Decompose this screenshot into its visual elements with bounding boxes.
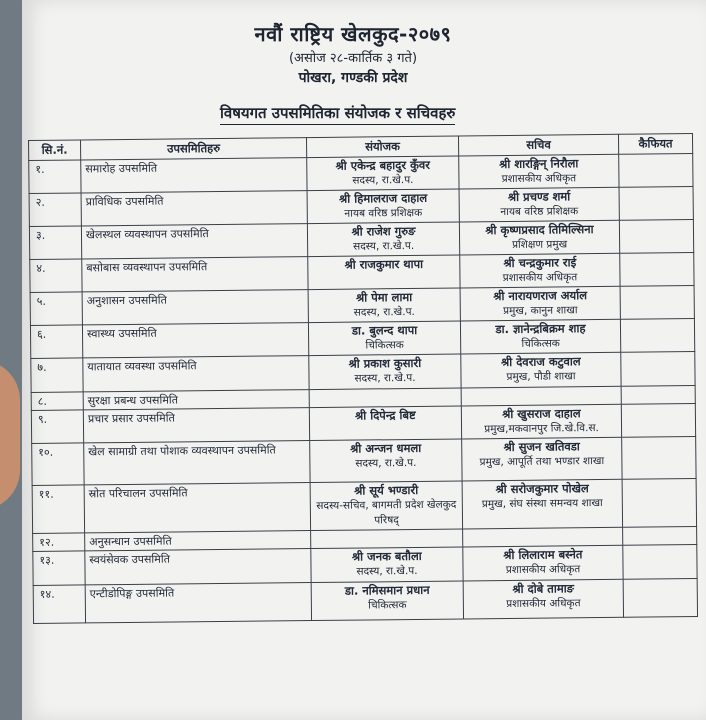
secretary-title: नायब वरिष्ठ प्रशिक्षक: [500, 205, 579, 219]
committee-name: खेल सामाग्री तथा पोशाक व्यवस्थापन उपसमिति: [88, 443, 276, 459]
secretary-name: श्री सुजन खतिवडा: [503, 439, 580, 455]
cell-coordinator: [307, 189, 459, 224]
coordinator-name: [315, 531, 458, 532]
cell-sn: [33, 585, 85, 624]
coordinator-title: नायब वरिष्ठ प्रशिक्षक: [344, 206, 423, 220]
cell-secretary: [463, 545, 623, 581]
cell-committee: [82, 257, 308, 292]
cell-secretary: [460, 319, 620, 354]
committee-name: एन्टीडोपिङ्ग उपसमिति: [89, 586, 175, 601]
cell-secretary: [462, 479, 622, 529]
cell-remarks: [623, 579, 697, 618]
coordinator-name: श्री दिपेन्द्र बिष्ट: [354, 407, 416, 423]
coordinator-title: सदस्य, रा.खे.प.: [355, 456, 417, 470]
cell-committee: [81, 191, 307, 226]
committee-name: समारोह उपसमिति: [85, 161, 158, 176]
cell-remarks: [622, 479, 696, 528]
secretary-name: श्री देवराज कटुवाल: [500, 354, 581, 370]
secretary-title: [467, 529, 618, 531]
cell-remarks: [620, 253, 694, 287]
secretary-title: [466, 388, 617, 390]
cell-committee: [84, 483, 310, 533]
coordinator-title: [314, 390, 457, 391]
cell-coordinator: [310, 481, 462, 531]
holding-finger: [0, 360, 20, 510]
cell-remarks: [621, 404, 695, 438]
cell-remarks: [620, 286, 694, 320]
committee-name: स्वयंसेवक उपसमिति: [89, 552, 170, 567]
cell-sn: [29, 226, 81, 260]
committee-name: सुरक्षा प्रबन्ध उपसमिति: [87, 393, 179, 408]
serial-number: १३.: [39, 553, 55, 567]
cell-remarks: [623, 527, 697, 546]
coordinator-name: डा. बुलन्द थापा: [351, 322, 418, 338]
cell-sn: [32, 443, 84, 486]
secretary-title: प्रमुख, संघ संस्था समन्वय शाखा: [481, 497, 603, 511]
cell-coordinator: [311, 529, 463, 549]
cell-secretary: [460, 253, 620, 288]
serial-number: ५.: [36, 294, 46, 308]
coordinator-title: सदस्य, रा.खे.प.: [353, 305, 415, 319]
coordinator-name: श्री राजकुमार थापा: [344, 256, 424, 272]
coordinator-title: चिकित्सक: [365, 339, 404, 352]
cell-committee: [83, 408, 309, 443]
serial-number: २.: [35, 195, 45, 209]
secretary-title: प्रमुख, आपूर्ति तथा भण्डार शाखा: [479, 454, 605, 469]
cell-coordinator: [308, 255, 460, 290]
cell-coordinator: [308, 321, 460, 356]
secretary-name: श्री प्रचण्ड शर्मा: [507, 189, 571, 204]
committee-name: अनुसन्धान उपसमिति: [89, 534, 172, 549]
committee-name: अनुशासन उपसमिति: [86, 293, 167, 308]
cell-remarks: [622, 437, 696, 480]
serial-number: ४.: [36, 261, 46, 275]
cell-sn: [30, 292, 82, 326]
secretary-name: [466, 388, 617, 390]
cell-secretary: [459, 187, 619, 222]
event-dates: (असोज २८-कार्तिक ३ गते): [288, 51, 418, 66]
secretary-title: प्रशासकीय अधिकृत: [505, 563, 581, 577]
coordinator-name: श्री अन्जन धमला: [350, 440, 422, 456]
committee-name: बसोबास व्यवस्थापन उपसमिति: [86, 260, 208, 275]
coordinator-name: श्री सूर्य भण्डारी: [354, 482, 419, 498]
secretary-name: श्री दोबे तामाङ: [512, 581, 575, 596]
cell-remarks: [619, 187, 693, 221]
cell-coordinator: [307, 156, 459, 191]
secretary-name: श्री नारायणराज अर्याल: [493, 288, 588, 304]
table-row: [33, 579, 697, 624]
serial-number: ११.: [38, 487, 54, 501]
header-committee: उपसमितिहरु: [81, 138, 307, 160]
header-secretary: सचिव: [458, 134, 618, 156]
cell-sn: [30, 259, 82, 293]
coordinator-name: श्री जनक बतौला: [351, 548, 422, 564]
cell-secretary: [460, 286, 620, 321]
cell-committee: [81, 224, 307, 259]
cell-sn: [31, 392, 83, 411]
table-row: [32, 479, 696, 534]
cell-secretary: [461, 352, 621, 388]
serial-number: १२.: [39, 535, 55, 549]
coordinator-title: सदस्य, रा.खे.प.: [354, 371, 416, 385]
cell-coordinator: [309, 354, 461, 390]
event-place: पोखरा, गण्डकी प्रदेश: [298, 70, 408, 86]
serial-number: ६.: [36, 327, 47, 341]
cell-coordinator: [307, 222, 459, 257]
serial-number: ७.: [37, 360, 47, 374]
cell-committee: [82, 290, 308, 325]
coordinator-name: [314, 390, 457, 391]
cell-secretary: [459, 220, 619, 255]
cell-remarks: [619, 154, 693, 188]
secretary-title: प्रमुख, पौडी शाखा: [506, 370, 576, 384]
serial-number: १.: [35, 162, 45, 176]
cell-sn: [33, 533, 85, 552]
secretary-title: प्रशासकीय अधिकृत: [502, 271, 578, 285]
cell-secretary: [462, 437, 622, 481]
committee-name: प्रचार प्रसार उपसमिति: [87, 411, 175, 426]
cell-secretary: [459, 154, 619, 189]
secretary-name: श्री खुसराज दाहाल: [502, 406, 581, 422]
coordinator-title: चिकित्सक: [368, 599, 407, 612]
cell-committee: [83, 390, 309, 410]
coordinator-name: श्री पेमा लामा: [356, 289, 413, 305]
secretary-name: [467, 529, 618, 531]
cell-committee: [84, 441, 310, 485]
cell-coordinator: [309, 388, 461, 408]
table-row: [32, 437, 696, 486]
cell-committee: [85, 531, 311, 551]
coordinator-name: श्री प्रकाश कुसारी: [348, 355, 422, 371]
cell-secretary: [463, 579, 623, 619]
cell-sn: [31, 410, 83, 444]
header-sn: सि.नं.: [29, 140, 81, 161]
cell-coordinator: [308, 288, 460, 323]
cell-committee: [81, 158, 307, 193]
cell-sn: [30, 325, 82, 359]
header-coordinator: संयोजक: [306, 136, 458, 158]
cell-committee: [83, 356, 309, 392]
cell-remarks: [623, 545, 697, 580]
coordinator-title: सदस्य, रा.खे.प.: [353, 239, 415, 253]
cell-sn: [33, 551, 85, 586]
coordinator-title: सदस्य, रा.खे.प.: [352, 173, 414, 187]
secretary-name: श्री शारङ्गिन् निरौला: [499, 156, 579, 172]
cell-sn: [32, 485, 84, 534]
committee-name: स्वास्थ्य उपसमिति: [86, 326, 157, 341]
cell-remarks: [621, 352, 695, 387]
serial-number: ८.: [37, 394, 48, 408]
coordinator-title: सदस्य, रा.खे.प.: [356, 564, 418, 578]
cell-coordinator: [310, 439, 462, 483]
cell-committee: [85, 549, 311, 585]
serial-number: ९.: [37, 412, 48, 426]
document-title: नवौं राष्ट्रिय खेलकुद-२०७९: [254, 22, 452, 46]
cell-secretary: [461, 404, 621, 439]
cell-coordinator: [311, 547, 463, 583]
committee-name: खेलस्थल व्यवस्थापन उपसमिति: [85, 227, 209, 242]
committee-name: यातायात व्यवस्था उपसमिति: [87, 359, 197, 374]
secretary-name: श्री सरोजकुमार पोखेल: [495, 481, 589, 497]
cell-sn: [29, 193, 81, 227]
committee-table: [28, 133, 698, 624]
cell-remarks: [619, 220, 693, 254]
cell-coordinator: [311, 581, 463, 621]
committee-name: स्रोत परिचालन उपसमिति: [88, 486, 188, 501]
cell-coordinator: [309, 406, 461, 441]
secretary-name: श्री चन्द्रकुमार राई: [503, 255, 577, 271]
cell-remarks: [621, 386, 695, 405]
cell-secretary: [463, 527, 623, 547]
cell-sn: [29, 160, 81, 194]
coordinator-title: [315, 531, 458, 532]
coordinator-name: श्री एकेन्द्र बहादुर कुँवर: [335, 157, 431, 173]
secretary-name: श्री लिलाराम बस्नेत: [503, 547, 583, 563]
coordinator-name: डा. नमिसमान प्रधान: [344, 582, 430, 598]
coordinator-name: श्री हिमालराज दाहाल: [339, 190, 428, 206]
committee-name: प्राविधिक उपसमिति: [85, 194, 164, 209]
serial-number: १०.: [38, 445, 54, 459]
coordinator-name: श्री राजेश गुरुङ: [351, 223, 416, 239]
coordinator-title: सदस्य-सचिव, बागमती प्रदेश खेलकुद परिषद्: [316, 498, 457, 527]
cell-sn: [31, 358, 83, 393]
cell-secretary: [461, 386, 621, 406]
secretary-title: प्रमुख,मकवानपुर जि.खे.वि.स.: [484, 422, 599, 436]
cell-committee: [85, 583, 311, 623]
serial-number: ३.: [35, 228, 46, 242]
header-remarks: कैफियत: [618, 134, 692, 155]
secretary-title: प्रशिक्षण प्रमुख: [511, 238, 568, 251]
secretary-title: प्रशासकीय अधिकृत: [506, 597, 581, 611]
table-subtitle: विषयगत उपसमितिका संयोजक र सचिवहरु: [220, 103, 455, 125]
cell-remarks: [620, 319, 694, 353]
secretary-title: प्रमुख, कानुन शाखा: [503, 304, 578, 318]
secretary-name: डा. ज्ञानेन्द्रबिक्रम शाह: [495, 321, 586, 337]
secretary-title: चिकित्सक: [521, 337, 560, 350]
serial-number: १४.: [39, 587, 55, 601]
secretary-title: प्रशासकीय अधिकृत: [501, 172, 577, 186]
secretary-name: श्री कृष्णप्रसाद तिमिल्सिना: [485, 222, 594, 238]
cell-committee: [82, 323, 308, 358]
